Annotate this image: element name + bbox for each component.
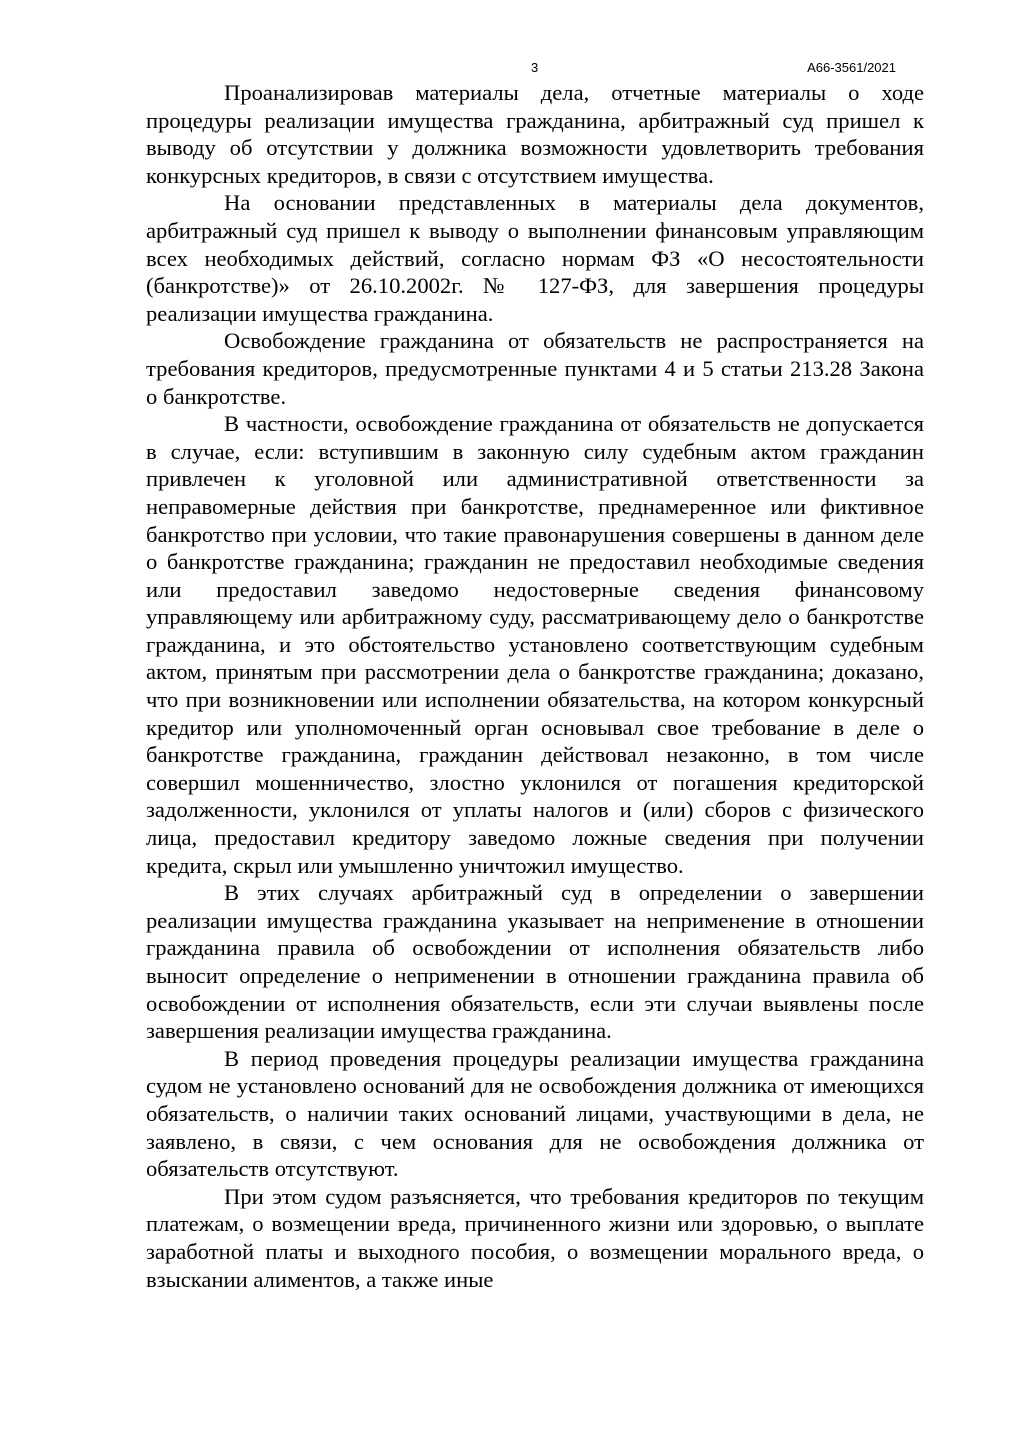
paragraph: В период проведения процедуры реализации имущества гражданина судом не установлено оснований для не освобождения должника от имеющихся обязательств, о наличии таких оснований лицами, участвующими в дела, не заявлено, в связи, с чем основания для не освобождения должника от обязательств отсутствуют. <box>146 1045 924 1182</box>
paragraph: На основании представленных в материалы дела документов, арбитражный суд пришел к выводу о выполнении финансовым управляющим всех необходимых действий, согласно нормам ФЗ «О несостоятельности (банкротстве)» от 26.10.2002г. № 127-ФЗ, для завершения процедуры реализации имущества гражданина. <box>146 190 924 326</box>
paragraph: В этих случаях арбитражный суд в определении о завершении реализации имущества гражданина указывает на неприменение в отношении гражданина правила об освобождении от исполнения обязательств либо выносит определение о неприменении в отношении гражданина правила об освобождении от исполнения обязательств, если эти случаи выявлены после завершения реализации имущества гражданина. <box>146 880 924 1044</box>
page-header <box>146 60 924 80</box>
paragraph: При этом судом разъясняется, что требования кредиторов по текущим платежам, о возмещении вреда, причиненного жизни или здоровью, о выплате заработной платы и выходного пособия, о возмещении морального вреда, о взыскании алиментов, а также иные <box>146 1183 924 1292</box>
paragraph: В частности, освобождение гражданина от обязательств не допускается в случае, если: вступившим в законную силу судебным актом гражданин привлечен к уголовной или административной ответственности за неправомерные действия при банкротстве, преднамеренное или фиктивное банкротство при условии, что такие правонарушения совершены в данном деле о банкротстве гражданина; гражданин не предоставил необходимые сведения или предоставил заведомо недостоверные сведения финансовому управляющему или арбитражному суду, рассматривающему дело о банкротстве гражданина, и это обстоятельство установлено соответствующим судебным актом, принятым при рассмотрении дела о банкротстве гражданина; доказано, что при возникновении или исполнении обязательства, на котором конкурсный кредитор или уполномоченный орган основывал свое требование в деле о банкротстве гражданина, гражданин действовал незаконно, в том числе совершил мошенничество, злостно уклонился от погашения кредиторской задолженности, уклонился от уплаты налогов и (или) сборов с физического лица, предоставил кредитору заведомо ложные сведения при получении кредита, скрыл или умышленно уничтожил имущество. <box>146 411 924 878</box>
case-number: А66-3561/2021 <box>807 60 896 75</box>
paragraph: Освобождение гражданина от обязательств не распространяется на требования кредиторов, предусмотренные пунктами 4 и 5 статьи 213.28 Закона о банкротстве. <box>146 328 924 409</box>
document-body <box>146 79 924 1293</box>
paragraph: Проанализировав материалы дела, отчетные материалы о ходе процедуры реализации имущества гражданина, арбитражный суд пришел к выводу об отсутствии у должника возможности удовлетворить требования конкурсных кредиторов, в связи с отсутствием имущества. <box>146 80 924 188</box>
page-number: 3 <box>531 60 539 75</box>
